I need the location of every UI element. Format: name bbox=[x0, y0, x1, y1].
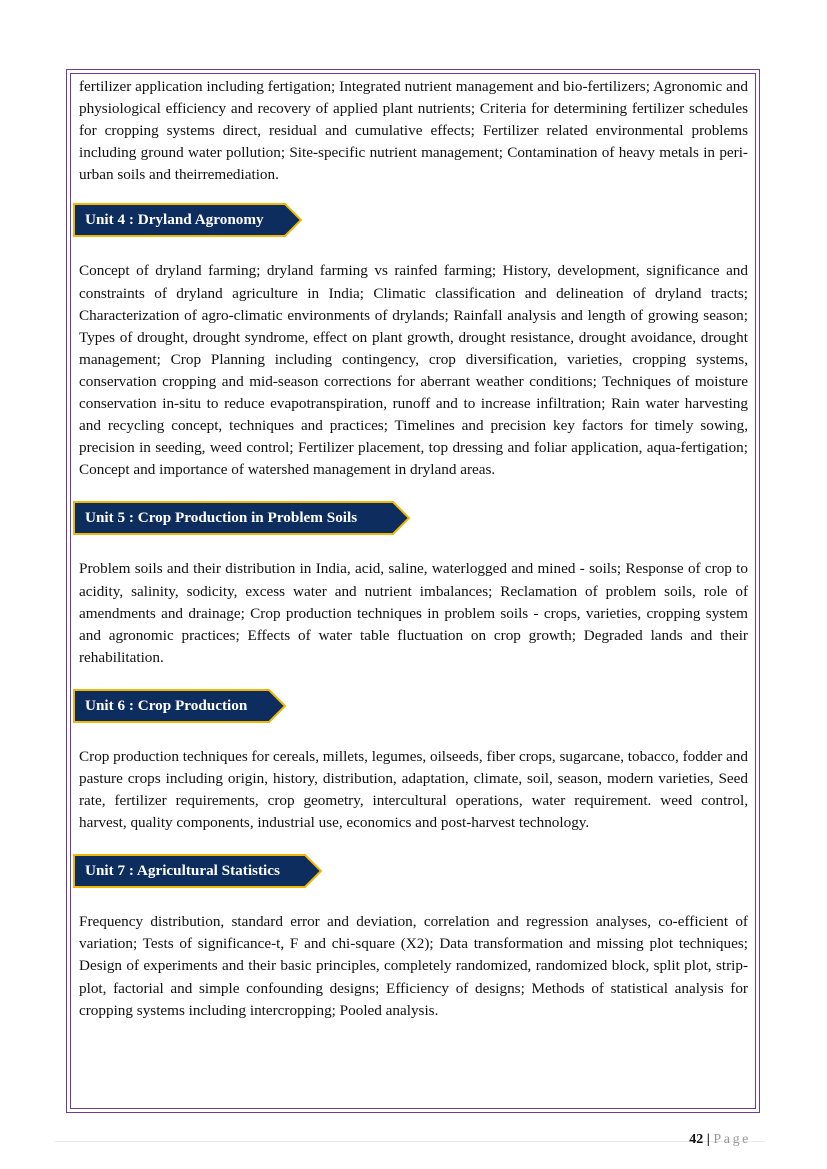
page-content bbox=[79, 76, 748, 1022]
page-number: 42 bbox=[689, 1132, 704, 1147]
unit-5-title: Unit 5 : Crop Production in Problem Soils bbox=[85, 509, 358, 527]
unit-7-heading bbox=[79, 854, 748, 888]
unit-6-title: Unit 6 : Crop Production bbox=[85, 696, 248, 714]
page-footer bbox=[689, 1132, 751, 1148]
intro-paragraph: fertilizer application including fertigation; Integrated nutrient management and bio-fertilizers; Agronomic and physiological efficiency and recovery of applied plant nutrients; Criteria for determining fertilizer schedules for cropping systems direct, residual and cumulative effects; Fertilizer related environmental problems including ground water pollution; Site-specific nutrient management; Contamination of heavy metals in peri-urban soils and theirremediation. bbox=[79, 78, 748, 184]
unit-5-heading bbox=[79, 501, 748, 535]
unit-6-paragraph: Crop production techniques for cereals, millets, legumes, oilseeds, fiber crops, sugarcane, tobacco, fodder and pasture crops including origin, history, distribution, adaptation, climate, soil, season, modern varieties, Seed rate, fertilizer requirements, crop geometry, intercultural operations, water requirement. weed control, harvest, quality components, industrial use, economics and post-harvest technology. bbox=[79, 747, 748, 832]
unit-4-paragraph: Concept of dryland farming; dryland farming vs rainfed farming; History, development, significance and constraints of dryland agriculture in India; Climatic classification and delineation of dryland tracts; Characterization of agro-climatic environments of drylands; Rainfall analysis and length of growing season; Types of drought, drought syndrome, effect on plant growth, drought resistance, drought avoidance, drought management; Crop Planning including contingency, crop diversification, varieties, cropping systems, conservation cropping and mid-season corrections for aberrant weather conditions; Techniques of moisture conservation in-situ to reduce evapotranspiration, runoff and to increase infiltration; Rain water harvesting and recycling concept, techniques and practices; Timelines and precision key factors for timely sowing, precision in seeding, weed control; Fertilizer placement, top dressing and foliar application, aqua-fertigation; Concept and importance of watershed management in dryland areas. bbox=[79, 262, 748, 479]
unit-4-title: Unit 4 : Dryland Agronomy bbox=[85, 211, 264, 229]
unit-7-paragraph: Frequency distribution, standard error and deviation, correlation and regression analyses, co-efficient of variation; Tests of significance-t, F and chi-square (X2); Data transformation and missing plot techniques; Design of experiments and their basic principles, completely randomized, randomized block, split plot, strip-plot, factorial and simple confounding designs; Efficiency of designs; Methods of statistical analysis for cropping systems including intercropping; Pooled analysis. bbox=[79, 913, 748, 1019]
footer-rule bbox=[55, 1141, 765, 1142]
unit-6-heading bbox=[79, 689, 748, 723]
unit-4-heading bbox=[79, 203, 748, 237]
page-word: Page bbox=[713, 1132, 751, 1147]
unit-5-paragraph: Problem soils and their distribution in India, acid, saline, waterlogged and mined - soils; Response of crop to acidity, salinity, sodicity, excess water and nutrient imbalances; Reclamation of problem soils, role of amendments and drainage; Crop production techniques in problem soils - crops, varieties, cropping system and agronomic practices; Effects of water table fluctuation on crop growth; Degraded lands and their rehabilitation. bbox=[79, 560, 748, 666]
unit-7-title: Unit 7 : Agricultural Statistics bbox=[85, 862, 280, 880]
footer-separator: | bbox=[706, 1132, 710, 1147]
